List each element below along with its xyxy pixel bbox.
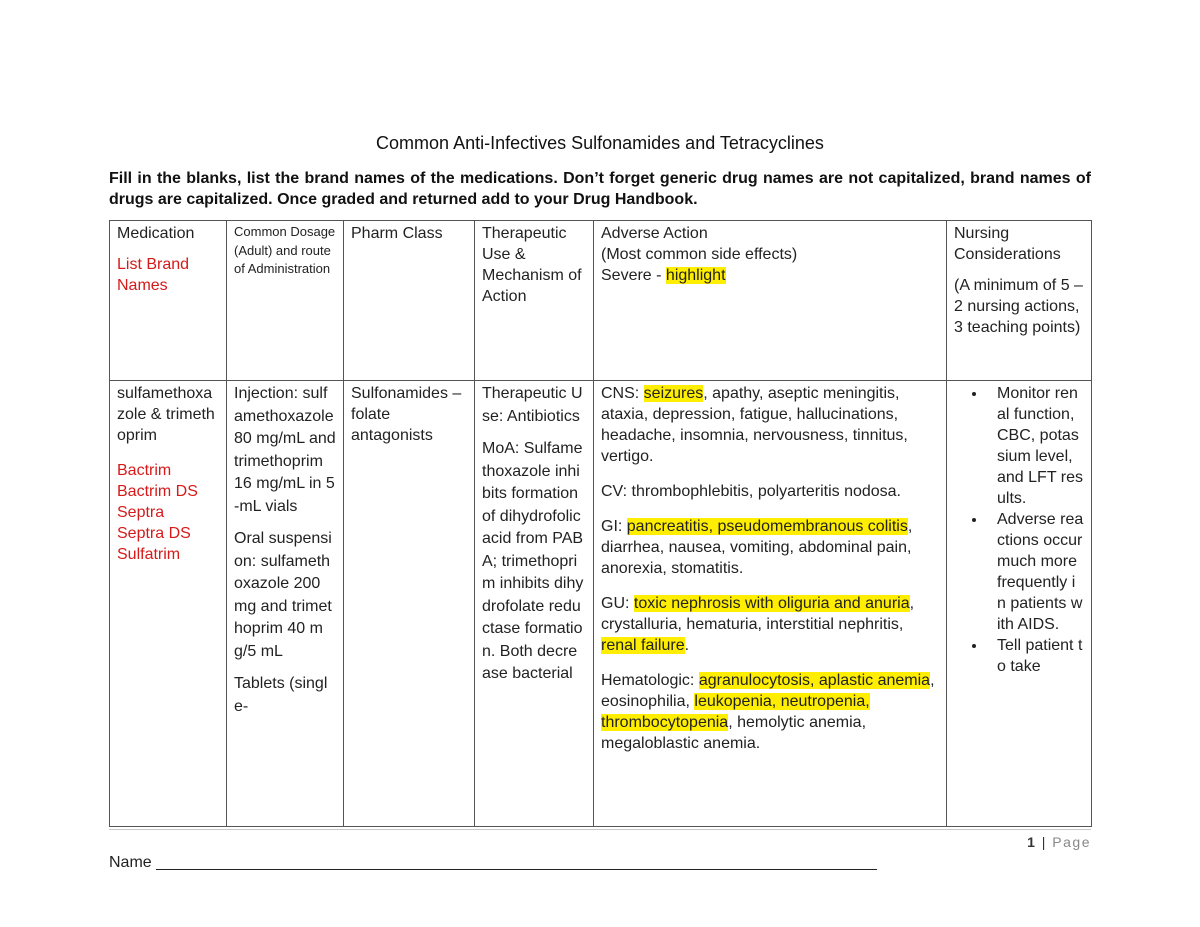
cell-dosage bbox=[227, 381, 344, 827]
gu-severe-2: renal failure bbox=[601, 637, 685, 654]
nursing-item: • Tell patient to take bbox=[987, 635, 1084, 677]
header-pharm-class: Pharm Class bbox=[344, 221, 475, 381]
header-dosage: Common Dosage (Adult) and route of Administration bbox=[227, 221, 344, 381]
header-brand-hint: List Brand Names bbox=[117, 256, 190, 294]
header-nursing bbox=[947, 221, 1092, 381]
cell-pharm-class: Sulfonamides –folate antagonists bbox=[344, 381, 475, 827]
adverse-cns bbox=[601, 383, 939, 467]
hem-mid: , eosinophilia, bbox=[601, 672, 935, 710]
cell-adverse bbox=[594, 381, 947, 827]
mechanism-of-action: MoA: Sulfamethoxazole inhibits formation of dihydrofolic acid from PABA; trimethoprim inhibits dihydrofolate reductase formation. Both decrease bacterial bbox=[482, 440, 584, 682]
gi-label: GI: bbox=[601, 518, 627, 535]
gi-severe: pancreatitis, pseudomembranous colitis bbox=[626, 518, 908, 535]
table-header-row bbox=[110, 221, 1092, 381]
header-nursing-title: Nursing Considerations bbox=[954, 225, 1061, 263]
hem-severe: agranulocytosis, aplastic anemia bbox=[698, 672, 931, 689]
cns-rest: , apathy, aseptic meningitis, ataxia, depression, fatigue, hallucinations, headache, insomnia, nervousness, tinnitus, vertigo. bbox=[601, 385, 908, 465]
gu-severe: toxic nephrosis with oliguria and anuria bbox=[633, 595, 910, 612]
header-medication bbox=[110, 221, 227, 381]
page-number-value: 1 bbox=[1027, 834, 1037, 850]
brand-name: Sulfatrim bbox=[117, 546, 181, 563]
name-field[interactable]: Name _________________________________________________________________________________ bbox=[109, 854, 877, 871]
severe-label: Severe - bbox=[601, 267, 666, 284]
page-number bbox=[1027, 834, 1091, 850]
header-adverse bbox=[594, 221, 947, 381]
hem-end: , hemolytic anemia, megaloblastic anemia. bbox=[601, 714, 867, 752]
header-adverse-sub: (Most common side effects) bbox=[601, 246, 798, 263]
header-therapeutic: Therapeutic Use & Mechanism of Action bbox=[475, 221, 594, 381]
header-medication-label: Medication bbox=[117, 225, 195, 242]
instructions-text: Fill in the blanks, list the brand names of the medications. Don’t forget generic drug names are not capitalized, brand names of drugs are capitalized bbox=[109, 170, 1091, 208]
severe-highlight: highlight bbox=[665, 267, 726, 284]
instructions bbox=[109, 168, 1091, 210]
page-separator: | bbox=[1041, 834, 1047, 850]
cns-severe: seizures bbox=[643, 385, 704, 402]
footer-divider bbox=[109, 829, 1091, 830]
medication-generic: sulfamethoxazole & trimethoprim bbox=[117, 385, 215, 444]
hem-severe-2: leukopenia, neutropenia, thrombocytopenia bbox=[601, 693, 870, 731]
cell-medication bbox=[110, 381, 227, 827]
adverse-hematologic bbox=[601, 670, 939, 754]
gi-rest: , diarrhea, nausea, vomiting, abdominal pain, anorexia, stomatitis. bbox=[601, 518, 913, 577]
brand-name: Septra bbox=[117, 504, 165, 521]
header-nursing-note: (A minimum of 5 – 2 nursing actions, 3 teaching points) bbox=[954, 277, 1083, 336]
instructions-text-end: . Once graded and returned add to your Drug Handbook. bbox=[268, 191, 698, 208]
gu-label: GU: bbox=[601, 595, 634, 612]
nursing-list bbox=[954, 383, 1084, 677]
page-label: Page bbox=[1052, 834, 1091, 850]
cell-therapeutic bbox=[475, 381, 594, 827]
hem-label: Hematologic: bbox=[601, 672, 699, 689]
therapeutic-use: Therapeutic Use: Antibiotics bbox=[482, 385, 583, 425]
adverse-gu bbox=[601, 593, 939, 656]
brand-list bbox=[117, 460, 219, 565]
header-adverse-severe bbox=[601, 265, 939, 286]
brand-name: Bactrim bbox=[117, 462, 172, 479]
cell-nursing bbox=[947, 381, 1092, 827]
drug-table bbox=[109, 220, 1092, 827]
document-title: Common Anti-Infectives Sulfonamides and Tetracyclines bbox=[376, 133, 824, 153]
table-row bbox=[110, 381, 1092, 827]
brand-name: Septra DS bbox=[117, 525, 191, 542]
dosage-tablets: Tablets (single- bbox=[234, 675, 328, 715]
adverse-cv: CV: thrombophlebitis, polyarteritis nodosa. bbox=[601, 483, 901, 500]
nursing-item: • Monitor renal function, CBC, potassium level, and LFT results. bbox=[987, 383, 1084, 509]
adverse-gi bbox=[601, 516, 939, 579]
dosage-oral: Oral suspension: sulfamethoxazole 200 mg and trimethoprim 40 mg/5 mL bbox=[234, 530, 332, 660]
dosage-injection: Injection: sulfamethoxazole 80 mg/mL and trimethoprim 16 mg/mL in 5-mL vials bbox=[234, 385, 336, 515]
gu-mid: , crystalluria, hematuria, interstitial nephritis, bbox=[601, 595, 915, 633]
nursing-item: • Adverse reactions occur much more frequently in patients with AIDS. bbox=[987, 509, 1084, 635]
brand-name: Bactrim DS bbox=[117, 483, 198, 500]
gu-end: . bbox=[684, 637, 690, 654]
cns-label: CNS: bbox=[601, 385, 644, 402]
header-adverse-title: Adverse Action bbox=[601, 225, 708, 242]
